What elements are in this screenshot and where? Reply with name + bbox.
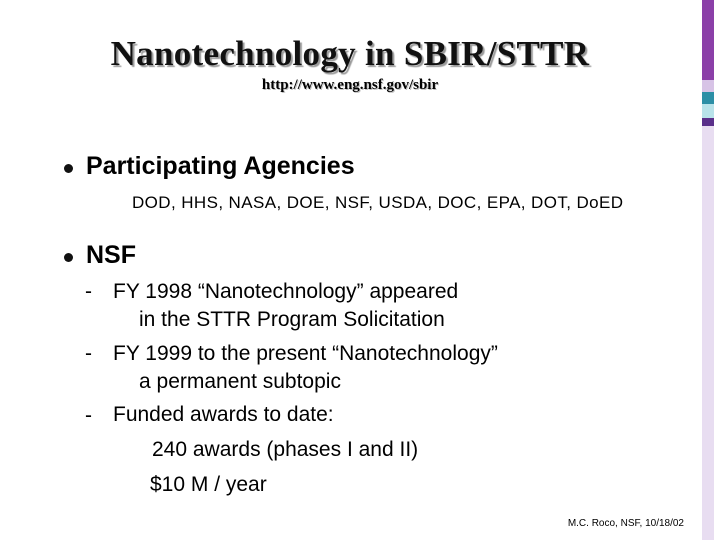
nsf-item-line: FY 1999 to the present “Nanotechnology” [113, 342, 498, 365]
section-heading-nsf: NSF [86, 241, 136, 269]
dash-marker: - [85, 342, 92, 365]
nsf-item-line: in the STTR Program Solicitation [139, 308, 445, 331]
nsf-item-line: 240 awards (phases I and II) [152, 438, 419, 461]
dash-marker: - [85, 404, 92, 427]
slide-url[interactable]: http://www.eng.nsf.gov/sbir [261, 77, 439, 93]
nsf-item-line: $10 M / year [150, 473, 267, 496]
footer-credit: M.C. Roco, NSF, 10/18/02 [567, 518, 684, 529]
deco-segment [702, 118, 714, 126]
agencies-list: DOD, HHS, NASA, DOE, NSF, USDA, DOC, EPA, DOT, DoED [132, 193, 624, 212]
deco-segment [702, 104, 714, 118]
section-heading-agencies: Participating Agencies [86, 152, 355, 180]
dash-marker: - [85, 280, 92, 303]
bullet-icon [64, 253, 73, 262]
bullet-icon [64, 164, 73, 173]
deco-segment [702, 0, 714, 80]
nsf-item-line: a permanent subtopic [139, 370, 341, 393]
deco-segment [702, 80, 714, 92]
deco-segment [702, 126, 714, 540]
nsf-item-line: FY 1998 “Nanotechnology” appeared [113, 280, 459, 303]
nsf-item-line: Funded awards to date: [113, 403, 334, 426]
deco-segment [702, 92, 714, 104]
slide-title: Nanotechnology in SBIR/STTR [110, 34, 590, 73]
